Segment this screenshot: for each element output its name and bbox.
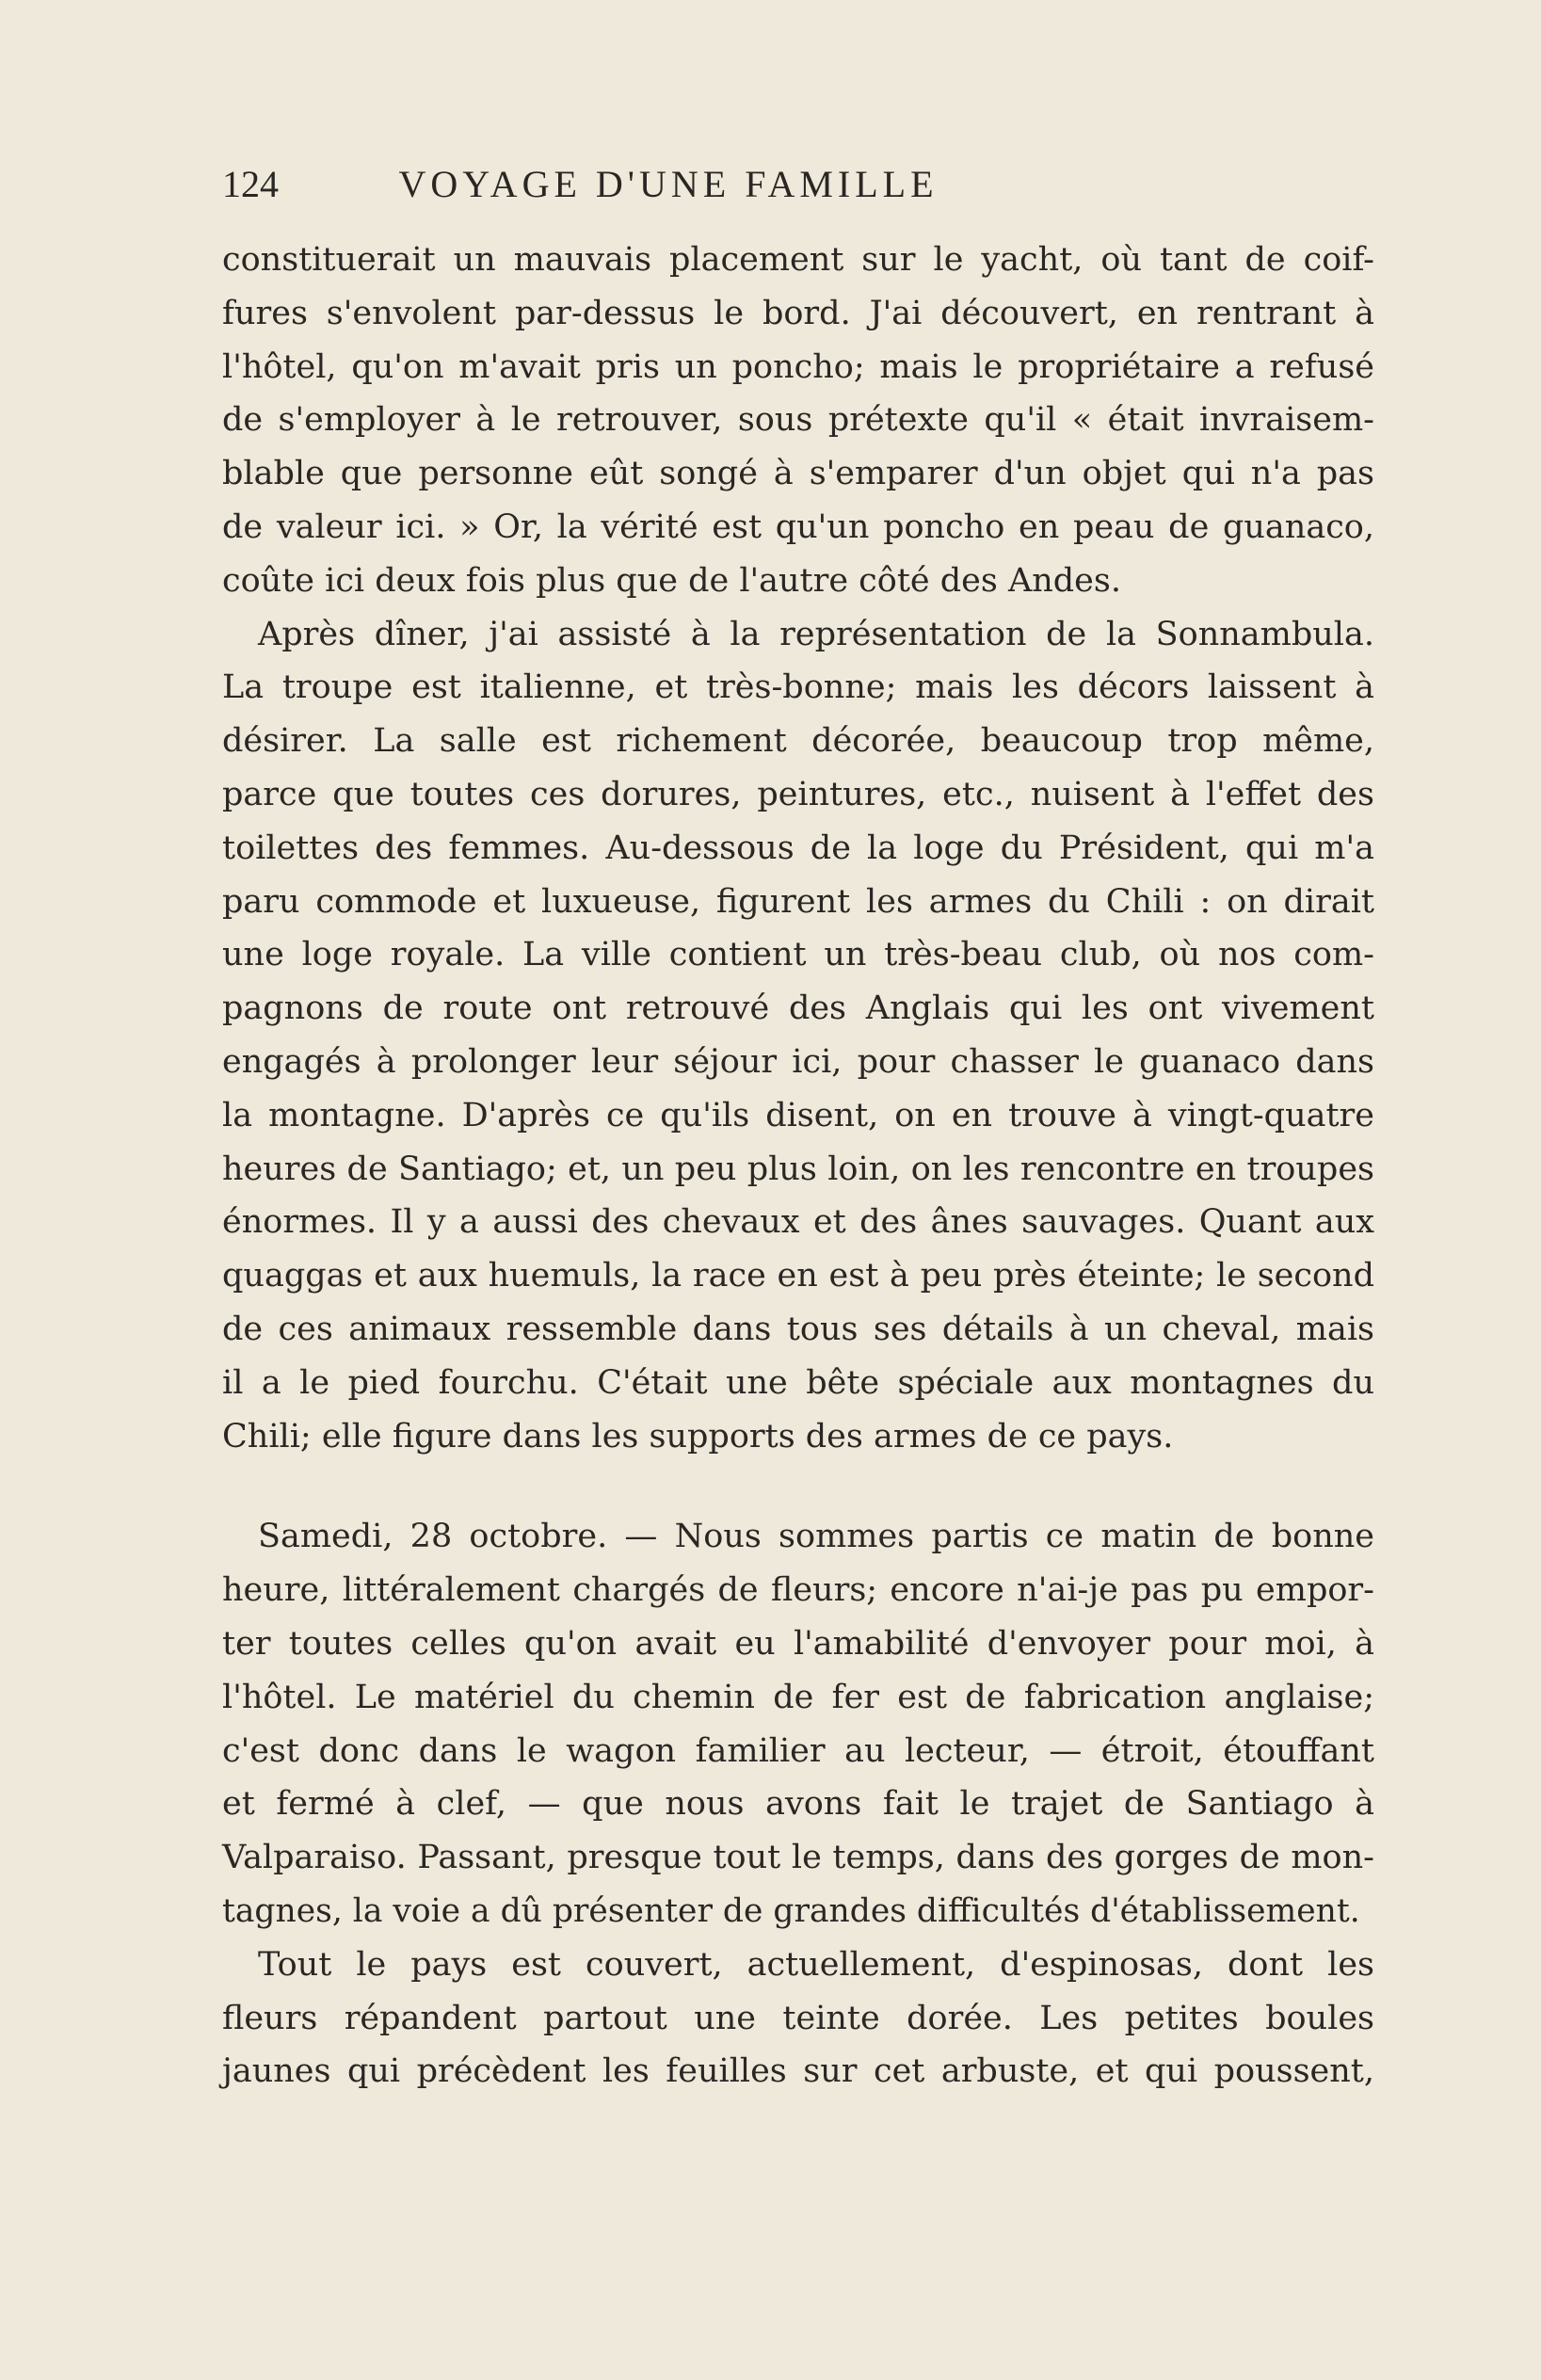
text-line: Samedi, 28 octobre. — Nous sommes partis ce matin de bonne <box>258 1518 1374 1556</box>
text-line: de s'employer à le retrouver, sous prétexte qu'il « était invraisem- <box>222 401 1374 440</box>
text-line: et fermé à clef, — que nous avons fait le trajet de Santiago à <box>222 1785 1374 1824</box>
text-line: heure, littéralement chargés de fleurs; encore n'ai-je pas pu empor- <box>222 1571 1374 1610</box>
text-line: coûte ici deux fois plus que de l'autre côté des Andes. <box>222 561 1121 600</box>
text-line: de ces animaux ressemble dans tous ses détails à un cheval, mais <box>222 1310 1374 1348</box>
paragraph <box>222 1510 1374 1938</box>
text-line: Chili; elle figure dans les supports des armes de ce pays. <box>222 1417 1174 1455</box>
text-line: l'hôtel. Le matériel du chemin de fer est de fabrication anglaise; <box>222 1678 1374 1716</box>
text-line: quaggas et aux huemuls, la race en est à peu près éteinte; le second <box>222 1257 1374 1295</box>
text-line: c'est donc dans le wagon familier au lecteur, — étroit, étouffant <box>222 1731 1374 1770</box>
text-line: constituerait un mauvais placement sur le yacht, où tant de coif- <box>222 241 1374 279</box>
text-line: toilettes des femmes. Au-dessous de la loge du Président, qui m'a <box>222 828 1374 867</box>
page-header <box>222 162 1115 209</box>
paragraph <box>222 1938 1374 2099</box>
text-line: parce que toutes ces dorures, peintures, etc., nuisent à l'effet des <box>222 775 1374 813</box>
text-line: ter toutes celles qu'on avait eu l'amabilité d'envoyer pour moi, à <box>222 1624 1374 1663</box>
text-line: la montagne. D'après ce qu'ils disent, on en trouve à vingt-quatre <box>222 1096 1374 1134</box>
paragraph <box>222 233 1374 608</box>
text-line: tagnes, la voie a dû présenter de grandes difficultés d'établissement. <box>222 1891 1360 1930</box>
text-line: fleurs répandent partout une teinte dorée. Les petites boules <box>222 1999 1374 2037</box>
text-line: jaunes qui précèdent les feuilles sur cet arbuste, et qui poussent, <box>222 2052 1374 2091</box>
text-line: l'hôtel, qu'on m'avait pris un poncho; mais le propriétaire a refusé <box>222 347 1374 386</box>
page-number: 124 <box>222 163 279 205</box>
text-line: Tout le pays est couvert, actuellement, d'espinosas, dont les <box>258 1945 1374 1984</box>
text-line: désirer. La salle est richement décorée, beaucoup trop même, <box>222 722 1374 761</box>
text-line: paru commode et luxueuse, figurent les armes du Chili : on dirait <box>222 882 1374 921</box>
text-line: blable que personne eût songé à s'emparer d'un objet qui n'a pas <box>222 455 1374 493</box>
text-line: heures de Santiago; et, un peu plus loin, on les rencontre en troupes <box>222 1150 1374 1188</box>
text-line: La troupe est italienne, et très-bonne; mais les décors laissent à <box>222 668 1374 707</box>
running-title: VOYAGE D'UNE FAMILLE <box>398 163 939 205</box>
body-text <box>222 233 1374 2099</box>
text-line: de valeur ici. » Or, la vérité est qu'un poncho en peau de guanaco, <box>222 507 1374 546</box>
text-line: fures s'envolent par-dessus le bord. J'ai découvert, en rentrant à <box>222 294 1374 332</box>
text-line: Après dîner, j'ai assisté à la représentation de la Sonnambula. <box>258 615 1374 653</box>
text-line: énormes. Il y a aussi des chevaux et des ânes sauvages. Quant aux <box>222 1203 1374 1242</box>
text-line: il a le pied fourchu. C'était une bête spéciale aux montagnes du <box>222 1363 1374 1402</box>
paragraph <box>222 608 1374 1464</box>
text-line: pagnons de route ont retrouvé des Anglais qui les ont vivement <box>222 989 1374 1028</box>
text-line: engagés à prolonger leur séjour ici, pour chasser le guanaco dans <box>222 1042 1374 1081</box>
text-line: une loge royale. La ville contient un très-beau club, où nos com- <box>222 936 1374 974</box>
text-line: Valparaiso. Passant, presque tout le temps, dans des gorges de mon- <box>222 1839 1374 1877</box>
